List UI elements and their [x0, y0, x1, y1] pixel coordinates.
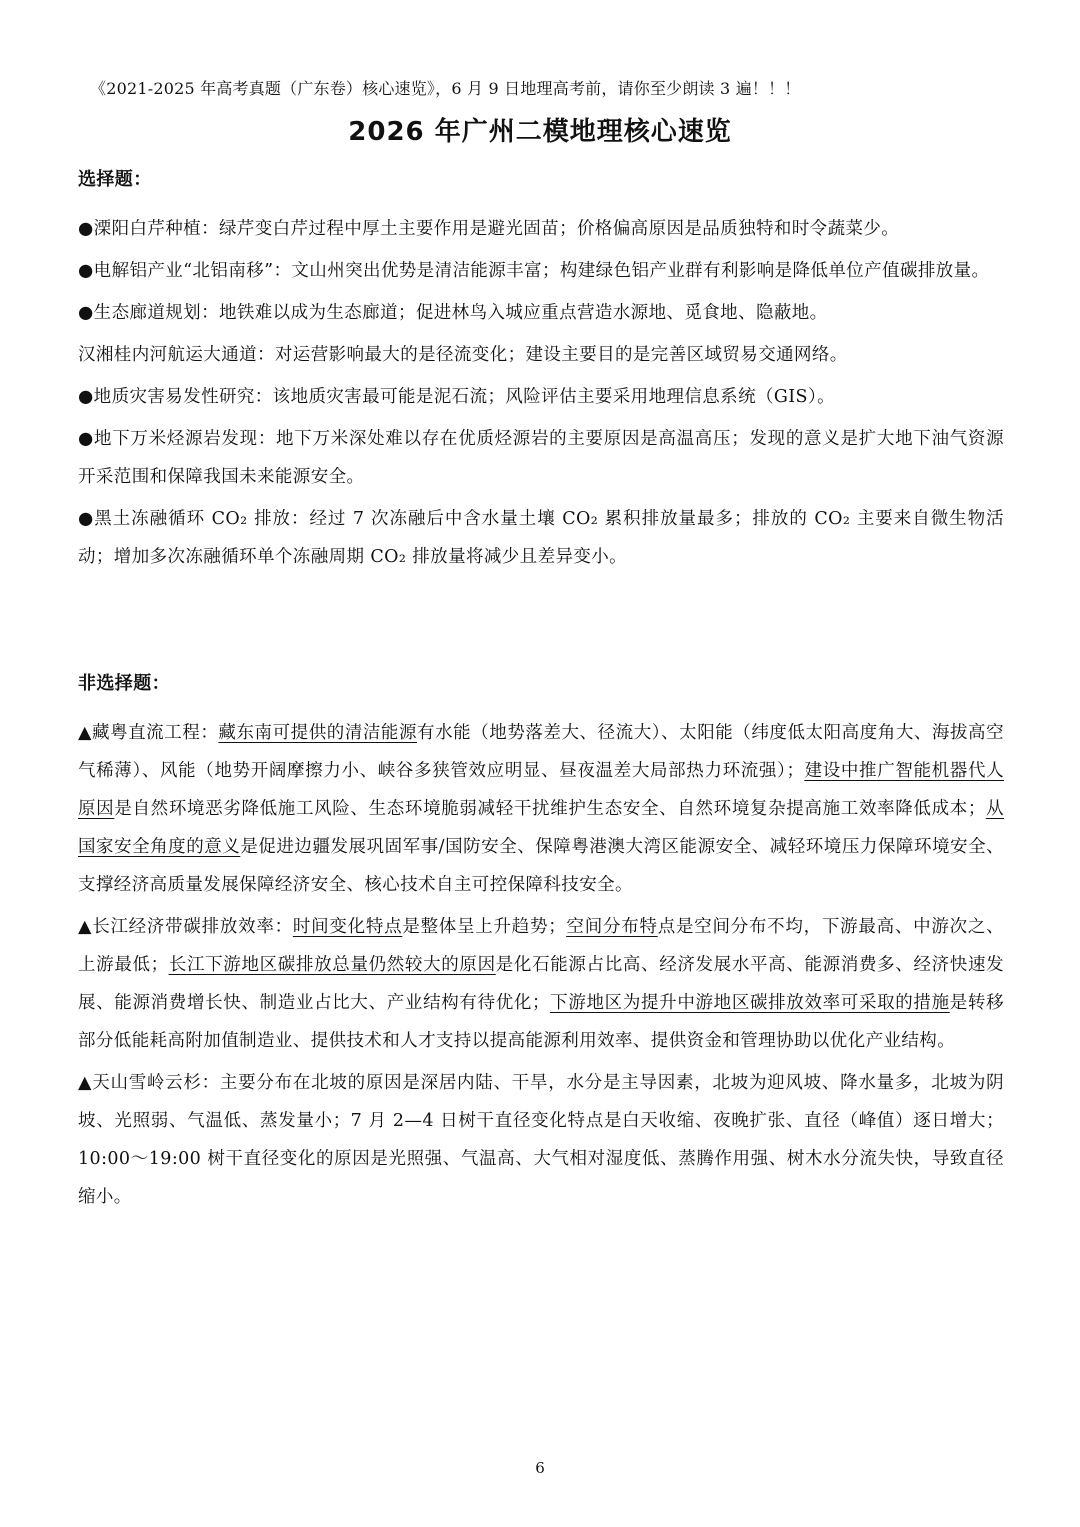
item-lead: 长江经济带碳排放效率：	[92, 917, 293, 937]
underlined-key-phrase: 下游地区为提升中游地区碳排放效率可采取的措施	[549, 993, 950, 1013]
choice-heading: 选择题：	[78, 169, 152, 190]
item-text: 生态廊道规划：地铁难以成为生态廊道；促进林鸟入城应重点营造水源地、觅食地、隐蔽地。	[93, 303, 828, 323]
item-text: 黑土冻融循环 CO₂ 排放：经过 7 次冻融后中含水量土壤 CO₂ 累积排放量最多；排放的 CO₂ 主要来自微生物活动；增加多次冻融循环单个冻融周期 CO₂ 排放量将减少且差异变小。	[78, 509, 1005, 567]
list-item	[78, 252, 1004, 290]
bullet-dot-icon: ●	[78, 261, 94, 281]
choice-section	[78, 168, 1004, 580]
item-text: 是促进边疆发展巩固军事/国防安全、保障粤港澳大湾区能源安全、减轻环境压力保障环境安全、支撑经济高质量发展保障经济安全、核心技术自主可控保障科技安全。	[78, 837, 1005, 895]
bullet-triangle-icon: ▲	[78, 1073, 93, 1093]
bullet-dot-icon: ●	[78, 509, 95, 529]
item-text: 是化石能源占比高、经济发展水平高、能源消费多、经济快速发展、能源消费增长快、制造业占比大、产业结构有待优化；	[78, 955, 1005, 1013]
bullet-dot-icon: ●	[78, 429, 94, 449]
header-note: 《2021-2025 年高考真题（广东卷）核心速览》，6 月 9 日地理高考前，请你至少朗读 3 遍！！！	[90, 79, 801, 98]
list-item	[78, 336, 1004, 374]
underlined-key-phrase: 建设中推广智能机器代人原因	[78, 761, 1004, 819]
item-text: 天山雪岭云杉：主要分布在北坡的原因是深居内陆、干旱，水分是主导因素，北坡为迎风坡、降水量多，北坡为阴坡、光照弱、气温低、蒸发量小；7 月 2—4 日树干直径变化特点是白天收缩、夜晚扩张、直径（峰值）逐日增大；10:00～19:00 树干直径变化的原因是光照强、气温高、大气相对湿度低、蒸腾作用强、树木水分流失快，导致直径缩小。	[78, 1073, 1004, 1207]
item-text: 点是空间分布不均，下游最高、中游次之、上游最低；	[78, 917, 1004, 975]
nonchoice-section	[78, 672, 1004, 1220]
list-item	[78, 378, 1004, 416]
item-text: 汉湘桂内河航运大通道：对运营影响最大的是径流变化；建设主要目的是完善区域贸易交通网络。	[78, 345, 848, 365]
page-number: 6	[535, 1459, 545, 1477]
item-text: 溧阳白芹种植：绿芹变白芹过程中厚土主要作用是避光固苗；价格偏高原因是品质独特和时令蔬菜少。	[93, 219, 900, 239]
item-text: 是转移部分低能耗高附加值制造业、提供技术和人才支持以提高能源利用效率、提供资金和管理协助以优化产业结构。	[78, 993, 1004, 1051]
item-text: 地质灾害易发性研究：该地质灾害最可能是泥石流；风险评估主要采用地理信息系统（GIS）。	[93, 387, 835, 407]
underlined-key-phrase: 从国家安全角度的意义	[78, 799, 1004, 857]
underlined-key-phrase: 时间变化特点	[292, 917, 403, 937]
underlined-key-phrase: 藏东南可提供的清洁能源	[218, 723, 418, 743]
item-text: 地下万米烃源岩发现：地下万米深处难以存在优质烃源岩的主要原因是高温高压；发现的意义是扩大地下油气资源开采范围和保障我国未来能源安全。	[78, 429, 1005, 487]
item-text: 是自然环境恶劣降低施工风险、生态环境脆弱减轻干扰维护生态安全、自然环境复杂提高施工效率降低成本；	[114, 799, 986, 819]
bullet-dot-icon: ●	[78, 219, 94, 239]
item-text: 有水能（地势落差大、径流大）、太阳能（纬度低太阳高度角大、海拔高空气稀薄）、风能（地势开阔摩擦力小、峡谷多狭管效应明显、昼夜温差大局部热力环流强）；	[78, 723, 1004, 781]
bullet-triangle-icon: ▲	[78, 917, 93, 937]
list-item	[78, 1064, 1004, 1216]
underlined-key-phrase: 空间分布特	[566, 917, 658, 937]
item-text: 是整体呈上升趋势；	[402, 917, 567, 937]
bullet-dot-icon: ●	[78, 303, 94, 323]
list-item	[78, 908, 1004, 1060]
list-item	[78, 714, 1004, 904]
item-lead: 藏粤直流工程：	[92, 723, 219, 743]
nonchoice-heading: 非选择题：	[78, 673, 170, 694]
item-text: 电解铝产业“北铝南移”：文山州突出优势是清洁能源丰富；构建绿色铝产业群有利影响是降低单位产值碳排放量。	[93, 261, 990, 281]
list-item	[78, 420, 1004, 496]
list-item	[78, 500, 1004, 576]
underlined-key-phrase: 长江下游地区碳排放总量仍然较大的原因	[168, 955, 496, 975]
bullet-triangle-icon: ▲	[78, 723, 93, 743]
page-title: 2026 年广州二模地理核心速览	[348, 117, 732, 147]
list-item	[78, 210, 1004, 248]
bullet-dot-icon: ●	[78, 387, 94, 407]
list-item	[78, 294, 1004, 332]
